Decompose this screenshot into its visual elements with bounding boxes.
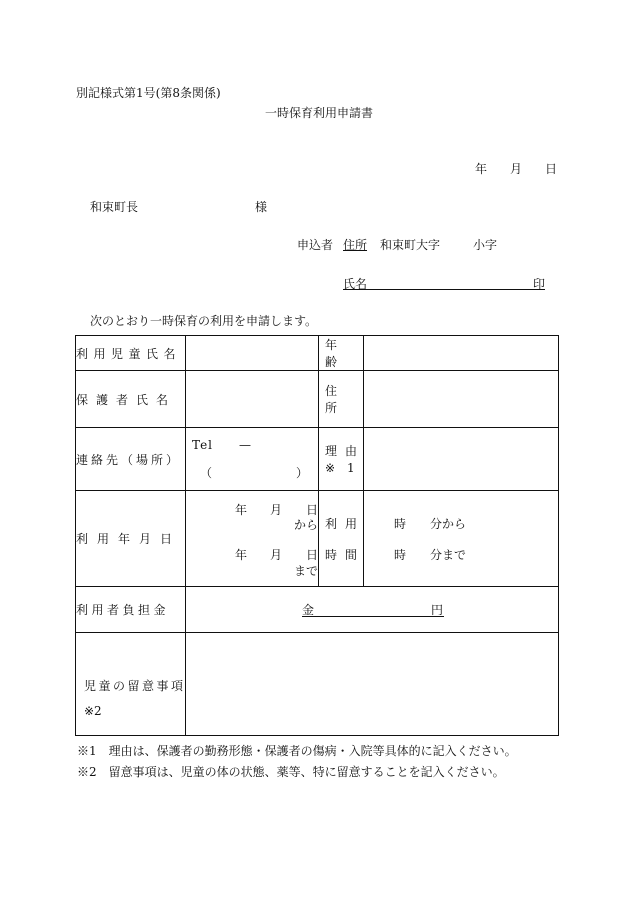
address-koaza: 小字	[473, 238, 498, 252]
end-day-label: 日	[306, 548, 319, 562]
child-notes-label: 児童の留意事項	[84, 679, 186, 693]
addressee: 和束町長	[90, 200, 139, 214]
from-label: から	[294, 518, 319, 532]
child-name-label: 利用児童氏名	[76, 336, 186, 371]
row-contact	[76, 428, 559, 491]
age-label: 年齢	[319, 336, 364, 371]
time-label: 時間	[325, 548, 366, 562]
form-number: 別記様式第1号(第8条関係)	[76, 86, 221, 100]
address-town: 和束町大字	[380, 238, 441, 252]
note1-mark: ※ 1	[325, 461, 355, 475]
document-title: 一時保育利用申請書	[265, 106, 374, 120]
guardian-address-label: 住所	[319, 371, 364, 428]
row-fee	[76, 587, 559, 633]
fee-field[interactable]	[186, 587, 559, 633]
age-field[interactable]	[364, 336, 559, 371]
end-minute-label: 分まで	[430, 548, 467, 562]
contact-field[interactable]	[186, 428, 319, 491]
contact-label: 連絡先（場所）	[76, 428, 186, 491]
date-year-label: 年	[475, 162, 488, 176]
place-paren-open: （	[200, 466, 213, 480]
use-label: 利用	[325, 517, 366, 531]
reason-label-cell	[319, 428, 364, 491]
use-date-field[interactable]	[186, 491, 319, 587]
start-hour-label: 時	[394, 517, 407, 531]
footnote-1: ※1 理由は、保護者の勤務形態・保護者の傷病・入院等具体的に記入ください。	[77, 744, 517, 758]
reason-field[interactable]	[364, 428, 559, 491]
applicant-name-line	[343, 289, 545, 290]
intro-text: 次のとおり一時保育の利用を申請します。	[90, 314, 318, 328]
end-hour-label: 時	[394, 548, 407, 562]
kin-label: 金	[302, 603, 315, 617]
end-year-label: 年	[235, 548, 248, 562]
footnote-2: ※2 留意事項は、児童の体の状態、薬等、特に留意することを記入ください。	[77, 765, 505, 779]
until-label: まで	[294, 564, 319, 578]
address-label: 住所	[343, 238, 368, 252]
reason-label: 理由	[325, 444, 366, 458]
row-child	[76, 336, 559, 371]
application-table	[75, 335, 559, 736]
use-date-label: 利用年月日	[76, 491, 186, 587]
guardian-address-field[interactable]	[364, 371, 559, 428]
applicant-label: 申込者	[297, 238, 334, 252]
start-day-label: 日	[306, 503, 319, 517]
guardian-name-label: 保護者氏名	[76, 371, 186, 428]
yen-label: 円	[431, 603, 444, 617]
place-paren-close: ）	[296, 466, 309, 480]
applicant-name-label: 氏名	[343, 277, 368, 291]
child-notes-field[interactable]	[186, 633, 559, 736]
use-time-label-cell	[319, 491, 364, 587]
end-month-label: 月	[270, 548, 283, 562]
start-month-label: 月	[270, 503, 283, 517]
tel-label: Tel —	[192, 438, 253, 452]
guardian-name-field[interactable]	[186, 371, 319, 428]
date-day-label: 日	[545, 162, 558, 176]
row-child-notes	[76, 633, 559, 736]
seal-mark: 印	[533, 277, 546, 291]
fee-underline	[302, 616, 444, 617]
row-use-date	[76, 491, 559, 587]
start-minute-label: 分から	[430, 517, 467, 531]
child-notes-label-cell	[76, 633, 186, 736]
note2-mark: ※2	[84, 704, 102, 718]
honorific: 様	[255, 200, 268, 214]
fee-label: 利用者負担金	[76, 587, 186, 633]
date-month-label: 月	[510, 162, 523, 176]
start-year-label: 年	[235, 503, 248, 517]
use-time-field[interactable]	[364, 491, 559, 587]
child-name-field[interactable]	[186, 336, 319, 371]
row-guardian	[76, 371, 559, 428]
